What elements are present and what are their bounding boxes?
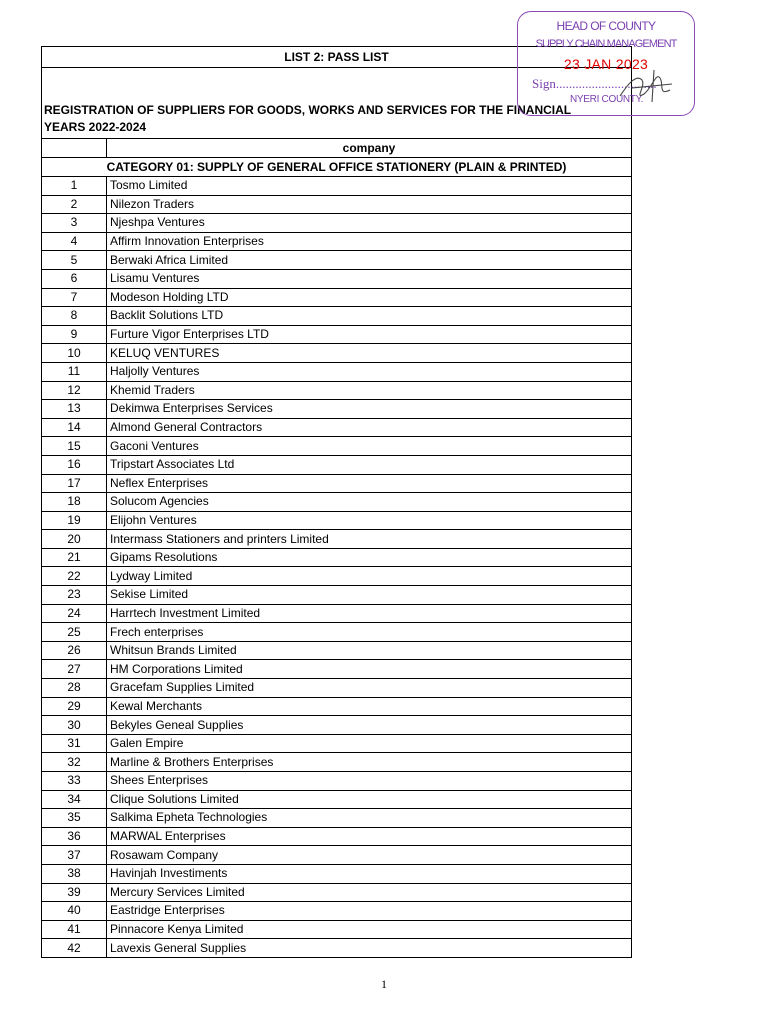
row-number: 31 xyxy=(42,734,107,753)
company-name: Gipams Resolutions xyxy=(107,548,632,567)
table-row xyxy=(42,753,631,772)
table-row xyxy=(42,493,631,512)
table-row xyxy=(42,418,631,437)
table-row xyxy=(42,864,631,883)
row-number: 29 xyxy=(42,697,107,716)
row-number: 41 xyxy=(42,920,107,939)
company-name: Kewal Merchants xyxy=(107,697,632,716)
table-row xyxy=(42,195,631,214)
row-number: 15 xyxy=(42,437,107,456)
number-column-header xyxy=(42,139,107,157)
table-row xyxy=(42,530,631,549)
table-row xyxy=(42,232,631,251)
table-row xyxy=(42,400,631,419)
company-name: Harrtech Investment Limited xyxy=(107,604,632,623)
table-row xyxy=(42,883,631,902)
company-name: Intermass Stationers and printers Limited xyxy=(107,530,632,549)
company-name: Frech enterprises xyxy=(107,623,632,642)
row-number: 27 xyxy=(42,660,107,679)
company-name: Bekyles Geneal Supplies xyxy=(107,716,632,735)
row-number: 42 xyxy=(42,939,107,957)
table-row xyxy=(42,827,631,846)
table-row xyxy=(42,920,631,939)
row-number: 2 xyxy=(42,195,107,214)
table-row xyxy=(42,846,631,865)
company-name: Almond General Contractors xyxy=(107,418,632,437)
company-name: Salkima Epheta Technologies xyxy=(107,809,632,828)
table-row xyxy=(42,902,631,921)
company-name: Furture Vigor Enterprises LTD xyxy=(107,325,632,344)
company-name: Backlit Solutions LTD xyxy=(107,307,632,326)
column-header-row xyxy=(42,139,631,158)
company-name: KELUQ VENTURES xyxy=(107,344,632,363)
stamp-office-line: HEAD OF COUNTY xyxy=(556,19,656,33)
row-number: 22 xyxy=(42,567,107,586)
table-row xyxy=(42,809,631,828)
row-number: 36 xyxy=(42,827,107,846)
row-number: 35 xyxy=(42,809,107,828)
table-row xyxy=(42,437,631,456)
row-number: 3 xyxy=(42,214,107,233)
row-number: 26 xyxy=(42,641,107,660)
company-column-header: company xyxy=(342,141,396,155)
row-number: 25 xyxy=(42,623,107,642)
row-number: 37 xyxy=(42,846,107,865)
approval-stamp xyxy=(517,11,695,116)
row-number: 6 xyxy=(42,269,107,288)
table-row xyxy=(42,679,631,698)
table-row xyxy=(42,790,631,809)
company-name: HM Corporations Limited xyxy=(107,660,632,679)
company-name: Gracefam Supplies Limited xyxy=(107,679,632,698)
stamp-date: 23 JAN 2023 xyxy=(563,56,649,72)
company-name: Lavexis General Supplies xyxy=(110,940,247,955)
company-name: Elijohn Ventures xyxy=(107,511,632,530)
company-name: Neflex Enterprises xyxy=(107,474,632,493)
company-name: Haljolly Ventures xyxy=(107,362,632,381)
row-number: 32 xyxy=(42,753,107,772)
row-number: 14 xyxy=(42,418,107,437)
company-name: Lydway Limited xyxy=(107,567,632,586)
stamp-department-line: SUPPLY CHAIN MANAGEMENT xyxy=(535,38,677,50)
company-name: MARWAL Enterprises xyxy=(107,827,632,846)
company-name: Tripstart Associates Ltd xyxy=(107,455,632,474)
table-row xyxy=(42,586,631,605)
company-name: Pinnacore Kenya Limited xyxy=(107,920,632,939)
row-number: 12 xyxy=(42,381,107,400)
row-number: 13 xyxy=(42,400,107,419)
table-row xyxy=(42,269,631,288)
row-number: 39 xyxy=(42,883,107,902)
row-number: 9 xyxy=(42,325,107,344)
company-name: Dekimwa Enterprises Services xyxy=(107,400,632,419)
company-name: Galen Empire xyxy=(107,734,632,753)
table-row xyxy=(42,214,631,233)
table-row xyxy=(42,325,631,344)
company-name: Njeshpa Ventures xyxy=(107,214,632,233)
table-row xyxy=(42,511,631,530)
table-row xyxy=(42,344,631,363)
table-row xyxy=(42,939,631,957)
table-row xyxy=(42,734,631,753)
company-name: Rosawam Company xyxy=(107,846,632,865)
row-number: 16 xyxy=(42,455,107,474)
company-name: Havinjah Investiments xyxy=(107,864,632,883)
row-number: 1 xyxy=(42,177,107,195)
row-number: 30 xyxy=(42,716,107,735)
company-name: Sekise Limited xyxy=(107,586,632,605)
table-row xyxy=(42,288,631,307)
row-number: 23 xyxy=(42,586,107,605)
company-name: Lisamu Ventures xyxy=(107,269,632,288)
table-row xyxy=(42,641,631,660)
company-name: Solucom Agencies xyxy=(107,493,632,512)
company-name: Marline & Brothers Enterprises xyxy=(107,753,632,772)
table-row xyxy=(42,548,631,567)
stamp-county: NYERI COUNTY. xyxy=(570,94,644,105)
company-name: Modeson Holding LTD xyxy=(107,288,632,307)
row-number: 28 xyxy=(42,679,107,698)
row-number: 7 xyxy=(42,288,107,307)
page-number: 1 xyxy=(381,977,387,991)
row-number: 8 xyxy=(42,307,107,326)
registration-heading: REGISTRATION OF SUPPLIERS FOR GOODS, WORKS AND SERVICES FOR THE FINANCIAL YEARS 2022-2024 xyxy=(44,103,571,134)
row-number: 20 xyxy=(42,530,107,549)
row-number: 11 xyxy=(42,362,107,381)
table-row xyxy=(42,716,631,735)
stamp-sign-line: Sign............................... xyxy=(532,76,657,91)
table-row xyxy=(42,772,631,791)
pass-list-sheet xyxy=(41,46,632,958)
row-number: 19 xyxy=(42,511,107,530)
table-row xyxy=(42,623,631,642)
table-row xyxy=(42,604,631,623)
company-name: Clique Solutions Limited xyxy=(107,790,632,809)
company-name: Shees Enterprises xyxy=(107,772,632,791)
table-row xyxy=(42,697,631,716)
table-row xyxy=(42,455,631,474)
row-number: 17 xyxy=(42,474,107,493)
list-title: LIST 2: PASS LIST xyxy=(42,47,631,68)
row-number: 40 xyxy=(42,902,107,921)
category-heading: CATEGORY 01: SUPPLY OF GENERAL OFFICE STATIONERY (PLAIN & PRINTED) xyxy=(42,158,631,177)
company-name: Affirm Innovation Enterprises xyxy=(107,232,632,251)
row-number: 10 xyxy=(42,344,107,363)
table-row xyxy=(42,362,631,381)
company-table xyxy=(42,177,631,957)
row-number: 4 xyxy=(42,232,107,251)
row-number: 21 xyxy=(42,548,107,567)
row-number: 24 xyxy=(42,604,107,623)
row-number: 33 xyxy=(42,772,107,791)
table-row xyxy=(42,177,631,195)
company-name: Eastridge Enterprises xyxy=(107,902,632,921)
table-row xyxy=(42,474,631,493)
company-name: Whitsun Brands Limited xyxy=(107,641,632,660)
table-row xyxy=(42,381,631,400)
company-name: Mercury Services Limited xyxy=(107,883,632,902)
table-row xyxy=(42,660,631,679)
signature-scribble-icon xyxy=(614,66,678,106)
row-number: 5 xyxy=(42,251,107,270)
table-row xyxy=(42,251,631,270)
company-name: Khemid Traders xyxy=(107,381,632,400)
company-name: Tosmo Limited xyxy=(107,177,632,195)
company-name: Berwaki Africa Limited xyxy=(107,251,632,270)
company-name: Nilezon Traders xyxy=(107,195,632,214)
company-table-body xyxy=(42,177,631,957)
row-number: 38 xyxy=(42,864,107,883)
table-row xyxy=(42,307,631,326)
row-number: 18 xyxy=(42,493,107,512)
company-name: Gaconi Ventures xyxy=(107,437,632,456)
row-number: 34 xyxy=(42,790,107,809)
table-row xyxy=(42,567,631,586)
